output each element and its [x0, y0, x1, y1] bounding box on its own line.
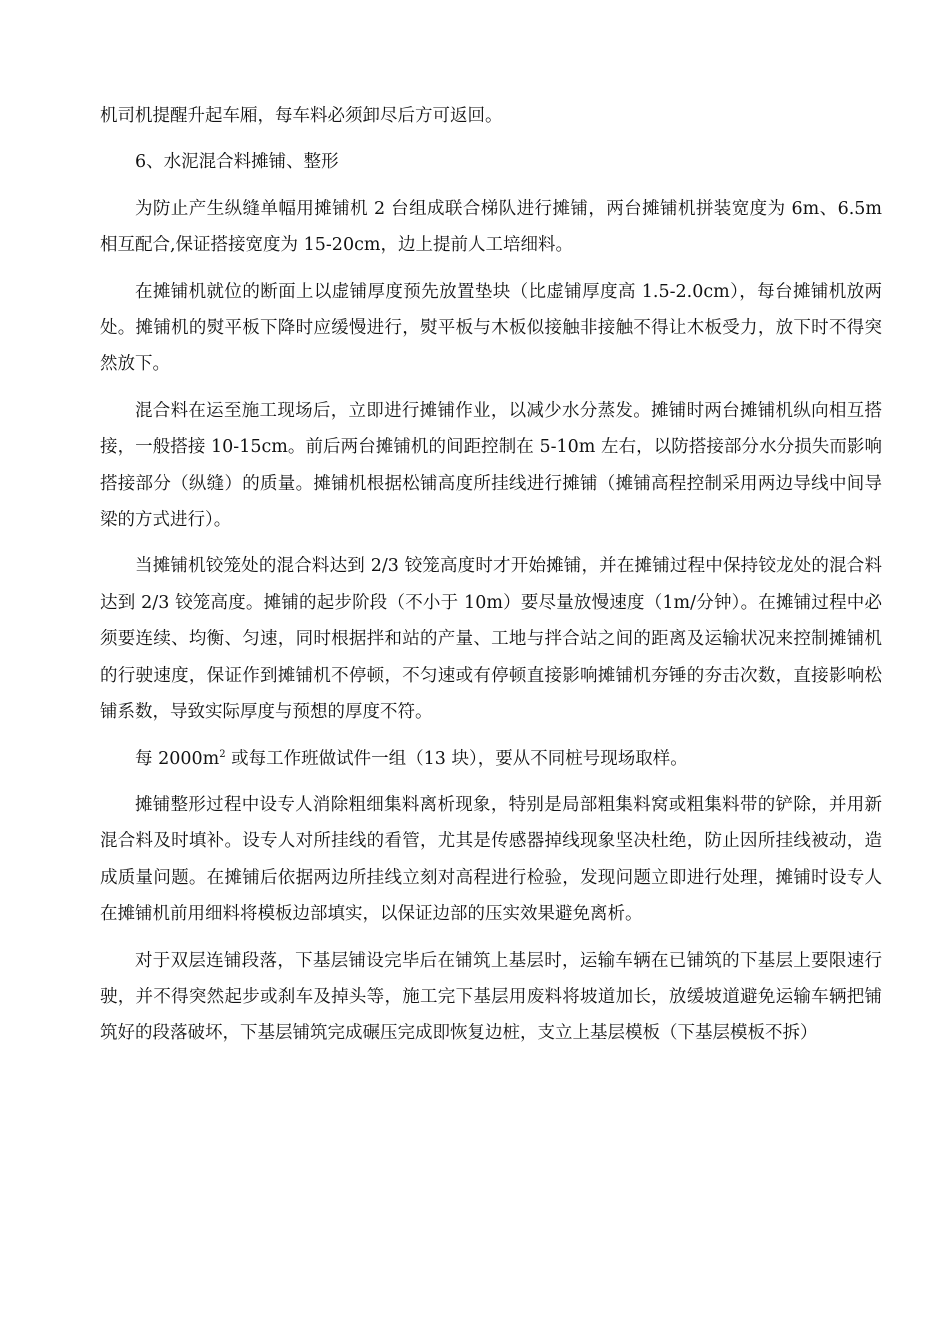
paragraph-sampling [100, 741, 882, 777]
paragraph-mixture-paving: 混合料在运至施工现场后，立即进行摊铺作业，以减少水分蒸发。摊铺时两台摊铺机纵向相互搭接，一般搭接 10-15cm。前后两台摊铺机的间距控制在 5-10m 左右，以防搭接部分水分损失而影响搭接部分（纵缝）的质量。摊铺机根据松铺高度所挂线进行摊铺（摊铺高程控制采用两边导线中间导梁的方式进行）。 [100, 400, 882, 531]
document-body [100, 98, 882, 1062]
paragraph-double-layer: 对于双层连铺段落，下基层铺设完毕后在铺筑上基层时，运输车辆在已铺筑的下基层上要限速行驶，并不得突然起步或刹车及掉头等，施工完下基层用废料将坡道加长，放缓坡道避免运输车辆把铺筑好的段落破坏，下基层铺筑完成碾压完成即恢复边桩，支立上基层模板（下基层模板不拆） [100, 950, 882, 1044]
paragraph-paver-team: 为防止产生纵缝单幅用摊铺机 2 台组成联合梯队进行摊铺，两台摊铺机拼装宽度为 6m、6.5m 相互配合,保证搭接宽度为 15-20cm，边上提前人工培细料。 [100, 198, 882, 256]
paragraph-auger-speed: 当摊铺机铰笼处的混合料达到 2/3 铰笼高度时才开始摊铺，并在摊铺过程中保持铰龙处的混合料达到 2/3 铰笼高度。摊铺的起步阶段（不小于 10m）要尽量放慢速度（1m/分钟）。在摊铺过程中必须要连续、均衡、匀速，同时根据拌和站的产量、工地与拌合站之间的距离及运输状况来控制摊铺机的行驶速度，保证作到摊铺机不停顿，不匀速或有停顿直接影响摊铺机夯锤的夯击次数，直接影响松铺系数，导致实际厚度与预想的厚度不符。 [100, 556, 882, 723]
sampling-text-before: 每 2000m [135, 748, 220, 769]
paragraph-unloading: 机司机提醒升起车厢，每车料必须卸尽后方可返回。 [100, 106, 503, 126]
sampling-superscript: 2 [219, 748, 226, 760]
sampling-text-after: 或每工作班做试件一组（13 块），要从不同桩号现场取样。 [225, 748, 688, 769]
paragraph-segregation: 摊铺整形过程中设专人消除粗细集料离析现象，特别是局部粗集料窝或粗集料带的铲除，并用新混合料及时填补。设专人对所挂线的看管，尤其是传感器掉线现象坚决杜绝，防止因所挂线被动，造成质量问题。在摊铺后依据两边所挂线立刻对高程进行检验，发现问题立即进行处理，摊铺时设专人在摊铺机前用细料将模板边部填实，以保证边部的压实效果避免离析。 [100, 794, 882, 925]
paragraph-shim-blocks: 在摊铺机就位的断面上以虚铺厚度预先放置垫块（比虚铺厚度高 1.5-2.0cm），每台摊铺机放两处。摊铺机的熨平板下降时应缓慢进行，熨平板与木板似接触非接触不得让木板受力，放下时不得突然放下。 [100, 281, 882, 375]
section-heading-paving: 6、水泥混合料摊铺、整形 [135, 152, 339, 173]
